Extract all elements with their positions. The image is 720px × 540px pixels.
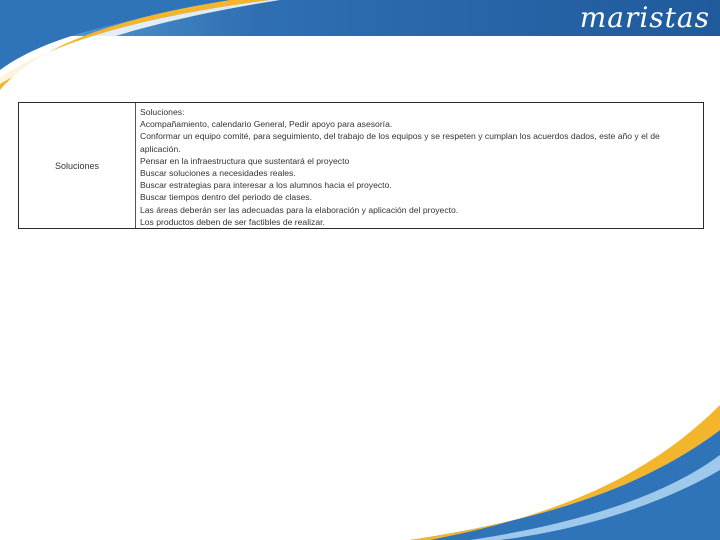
content-line: Soluciones: (140, 107, 185, 117)
content-line: Buscar estrategias para interesar a los alumnos hacia el proyecto. (140, 180, 392, 191)
content-line: Buscar tiempos dentro del periodo de clases. (140, 192, 312, 203)
content-line: aplicación. (140, 143, 181, 154)
content-line: Las áreas deberán ser las adecuadas para la elaboración y aplicación del proyecto. (140, 204, 459, 215)
solutions-table (18, 102, 704, 229)
content-cell (136, 103, 703, 228)
content-line: Pensar en la infraestructura que sustentará el proyecto (140, 155, 350, 166)
content-line: Los productos deben de ser factibles de realizar. (140, 216, 325, 227)
row-label-cell (19, 103, 136, 228)
content-line: Buscar soluciones a necesidades reales. (140, 168, 296, 179)
maristas-logo: maristas (579, 1, 710, 34)
content-line: Conformar un equipo comité, para seguimiento, del trabajo de los equipos y se respeten y cumplan los acuerdos dados, este año y el de (140, 131, 660, 142)
content-line: Acompañamiento, calendario General, Pedir apoyo para asesoría. (140, 119, 393, 130)
row-label: Soluciones (54, 160, 100, 171)
